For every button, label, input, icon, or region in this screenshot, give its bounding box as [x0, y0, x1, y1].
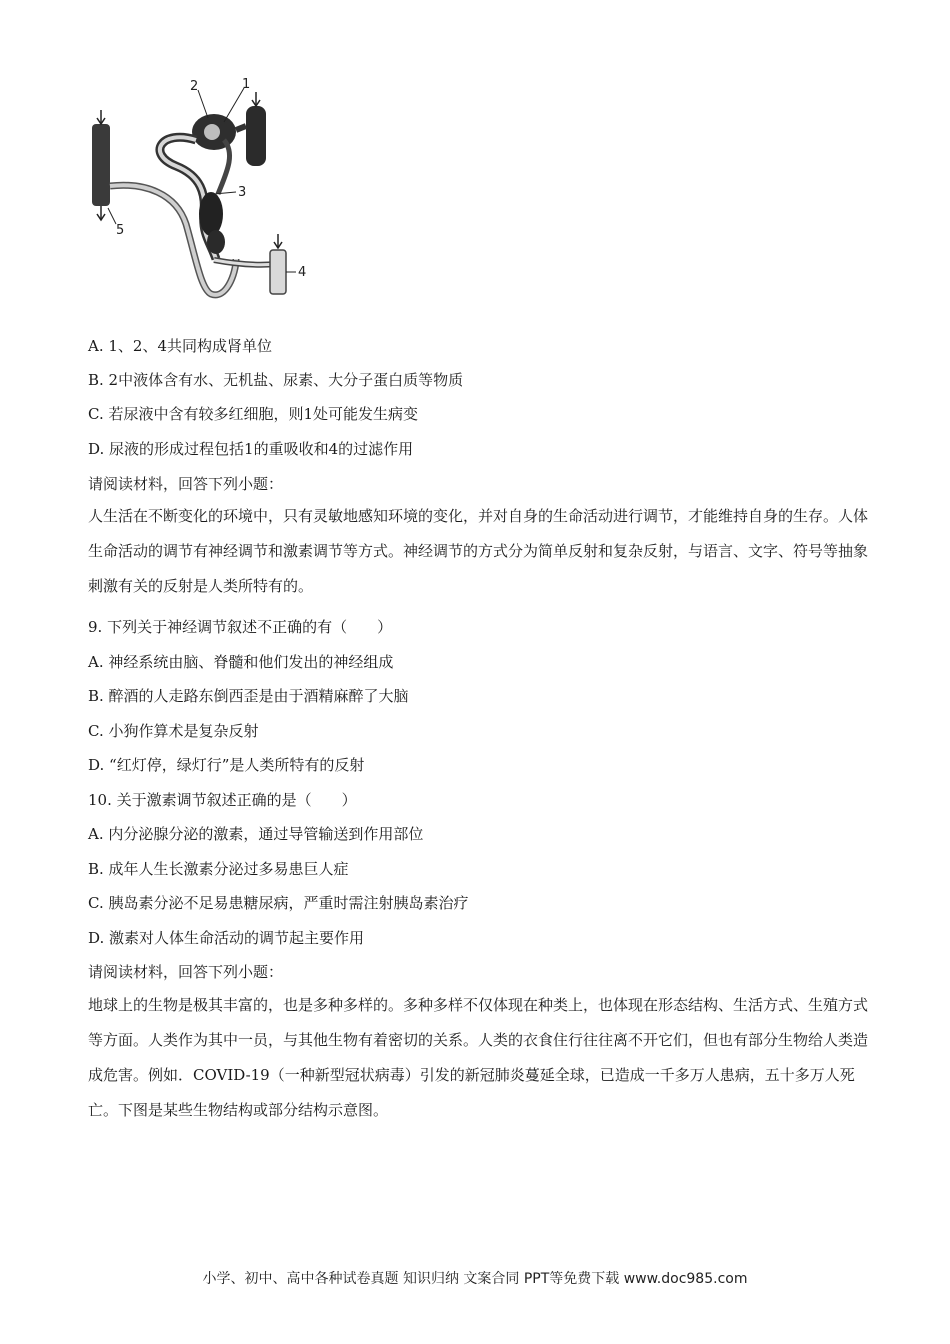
figure-label-1: 1	[242, 77, 251, 92]
q10-option-d: D. 激素对人体生命活动的调节起主要作用	[88, 929, 365, 947]
q10-option-a: A. 内分泌腺分泌的激素，通过导管输送到作用部位	[88, 825, 424, 843]
figure-label-4: 4	[298, 265, 307, 280]
figure-label-5: 5	[116, 223, 125, 238]
q9-option-d: D. “红灯停，绿灯行”是人类所特有的反射	[88, 756, 365, 774]
q9-option-a: A. 神经系统由脑、脊髓和他们发出的神经组成	[88, 653, 394, 671]
q10-option-c: C. 胰岛素分泌不足易患糖尿病，严重时需注射胰岛素治疗	[88, 894, 469, 912]
section1-passage: 人生活在不断变化的环境中，只有灵敏地感知环境的变化，并对自身的生命活动进行调节，才能维持自身的生存。人体生命活动的调节有神经调节和激素调节等方式。神经调节的方式分为简单反射和复杂反射，与语言、文字、符号等抽象刺激有关的反射是人类所特有的。	[88, 507, 869, 595]
q8-option-d: D. 尿液的形成过程包括1的重吸收和4的过滤作用	[88, 440, 414, 458]
q9-option-c: C. 小狗作算术是复杂反射	[88, 722, 259, 740]
q10-stem: 10. 关于激素调节叙述正确的是（ ）	[88, 791, 357, 809]
vessel-4	[270, 250, 286, 294]
q9-option-b: B. 醉酒的人走路东倒西歪是由于酒精麻醉了大脑	[88, 687, 409, 705]
q8-option-a: A. 1、2、4共同构成肾单位	[88, 337, 272, 355]
q8-option-b: B. 2中液体含有水、无机盐、尿素、大分子蛋白质等物质	[88, 371, 464, 389]
vessel-5	[92, 124, 110, 206]
q9-stem: 9. 下列关于神经调节叙述不正确的有（ ）	[88, 618, 393, 636]
figure-label-2: 2	[190, 79, 199, 94]
section2-passage: 地球上的生物是极其丰富的，也是多种多样的。多种多样不仅体现在种类上，也体现在形态结构、生活方式、生殖方式等方面。人类作为其中一员，与其他生物有着密切的关系。人类的衣食住行往往离不开它们，但也有部分生物给人类造成危害。例如．COVID-19（一种新型冠状病毒）引发的新冠肺炎蔓延全球，已造成一千多万人患病，五十多万人死亡。下图是某些生物结构或部分结构示意图。	[88, 996, 869, 1119]
nephron-diagram	[86, 74, 322, 306]
page-footer: 小学、初中、高中各种试卷真题 知识归纳 文案合同 PPT等免费下载 www.doc985.com	[202, 1271, 748, 1287]
q8-option-c: C. 若尿液中含有较多红细胞，则1处可能发生病变	[88, 405, 419, 423]
figure-label-3: 3	[238, 185, 247, 200]
renal-vessel	[246, 106, 266, 166]
section2-instruction: 请阅读材料，回答下列小题：	[88, 963, 284, 981]
section1-instruction: 请阅读材料，回答下列小题：	[88, 475, 284, 493]
glomerulus-1	[204, 124, 220, 140]
q10-option-b: B. 成年人生长激素分泌过多易患巨人症	[88, 860, 349, 878]
